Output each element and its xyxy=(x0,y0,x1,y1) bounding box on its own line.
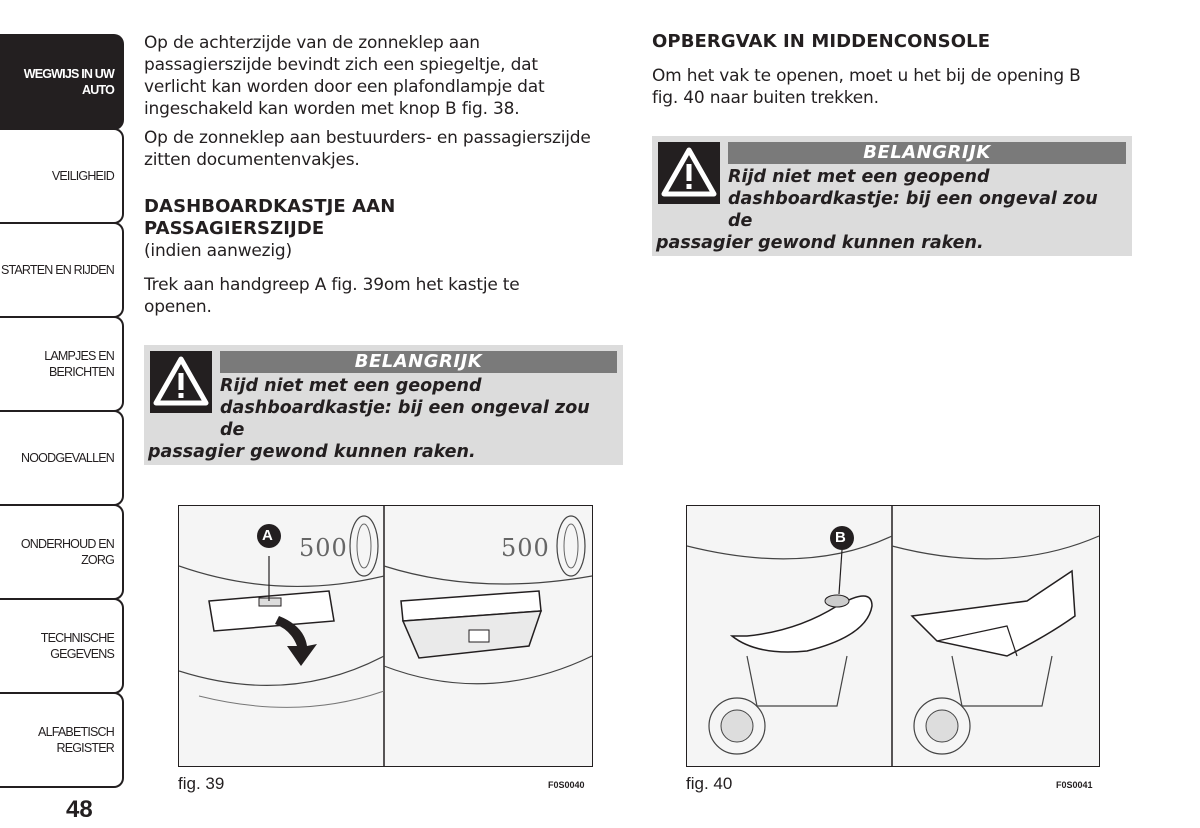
warning-line: Rijd niet met een geopend xyxy=(220,376,482,396)
warning-line: dashboardkastje: bij een ongeval zou de xyxy=(220,398,590,440)
text-line: verlicht kan worden door een plafondlampje dat xyxy=(144,77,545,97)
warning-title: BELANGRIJK xyxy=(728,142,1126,164)
figure-40-code: F0S0041 xyxy=(1056,780,1093,790)
fiat-500-logo: 500 xyxy=(299,534,348,562)
section-heading-glovebox xyxy=(144,196,624,240)
text-line: ingeschakeld kan worden met knop B fig. 38. xyxy=(144,99,520,119)
tab-label-line1: STARTEN EN RIJDEN xyxy=(0,263,114,277)
text-line: passagierszijde bevindt zich een spiegeltje, dat xyxy=(144,55,538,75)
warning-line: passagier gewond kunnen raken. xyxy=(656,233,984,253)
sidebar-tab-veiligheid[interactable] xyxy=(0,128,124,224)
tab-label-line2: AUTO xyxy=(82,83,114,97)
text-line: fig. 40 naar buiten trekken. xyxy=(652,88,879,108)
sidebar-tab-noodgevallen[interactable] xyxy=(0,410,124,506)
text-line: Trek aan handgreep A fig. 39om het kastje te xyxy=(144,275,520,295)
page-number: 48 xyxy=(66,796,93,823)
text-line: Om het vak te openen, moet u het bij de opening B xyxy=(652,66,1081,86)
warning-line: passagier gewond kunnen raken. xyxy=(148,442,476,462)
tab-label-line1: ONDERHOUD EN xyxy=(20,537,114,551)
warning-box-right xyxy=(652,136,1132,256)
section-heading-console: OPBERGVAK IN MIDDENCONSOLE xyxy=(652,31,991,52)
console-paragraph xyxy=(652,65,1142,109)
figure-label-b: B xyxy=(835,529,846,546)
tab-label-line2: ZORG xyxy=(81,553,114,567)
text-line: zitten documentenvakjes. xyxy=(144,150,360,170)
sidebar-tab-technische[interactable] xyxy=(0,598,124,694)
warning-line: Rijd niet met een geopend xyxy=(728,167,990,187)
figure-label-a: A xyxy=(262,527,273,544)
sidebar-tab-alfabetisch[interactable] xyxy=(0,692,124,788)
sidebar-tab-lampjes[interactable] xyxy=(0,316,124,412)
warning-box-left xyxy=(144,345,623,465)
tab-label-line1: TECHNISCHE xyxy=(40,631,114,645)
warning-line: dashboardkastje: bij een ongeval zou de xyxy=(728,189,1098,231)
intro-paragraph xyxy=(144,32,624,120)
sidebar-tab-onderhoud[interactable] xyxy=(0,504,124,600)
text-line: openen. xyxy=(144,297,212,317)
glovebox-paragraph xyxy=(144,274,624,318)
sidebar-tab-wegwijs[interactable] xyxy=(0,34,124,130)
text-line: Op de achterzijde van de zonneklep aan xyxy=(144,33,480,53)
heading-line: DASHBOARDKASTJE AAN xyxy=(144,196,396,217)
text-line: Op de zonneklep aan bestuurders- en passagierszijde xyxy=(144,128,591,148)
warning-title: BELANGRIJK xyxy=(220,351,617,373)
tab-label-line1: LAMPJES EN xyxy=(44,349,114,363)
document-pockets-paragraph xyxy=(144,127,624,171)
figure-39-caption: fig. 39 xyxy=(178,774,225,793)
tab-label-line2: BERICHTEN xyxy=(48,365,114,379)
figure-39-illustration xyxy=(178,505,593,767)
tab-label-line2: GEGEVENS xyxy=(50,647,114,661)
figure-40-caption: fig. 40 xyxy=(686,774,733,793)
warning-text xyxy=(652,166,1126,254)
fiat-500-logo: 500 xyxy=(501,534,550,562)
figure-40-illustration xyxy=(686,505,1100,767)
console-drawing xyxy=(687,506,1099,766)
warning-text xyxy=(144,375,617,463)
tab-label-line1: VEILIGHEID xyxy=(51,169,114,183)
heading-line: PASSAGIERSZIJDE xyxy=(144,218,325,239)
tab-label-line1: ALFABETISCH xyxy=(38,725,114,739)
sidebar-tab-starten[interactable] xyxy=(0,222,124,318)
figure-39-code: F0S0040 xyxy=(548,780,585,790)
heading-note: (indien aanwezig) xyxy=(144,241,292,261)
tab-label-line1: WEGWIJS IN UW xyxy=(23,67,114,81)
tab-label-line1: NOODGEVALLEN xyxy=(21,451,114,465)
tab-label-line2: REGISTER xyxy=(56,741,114,755)
